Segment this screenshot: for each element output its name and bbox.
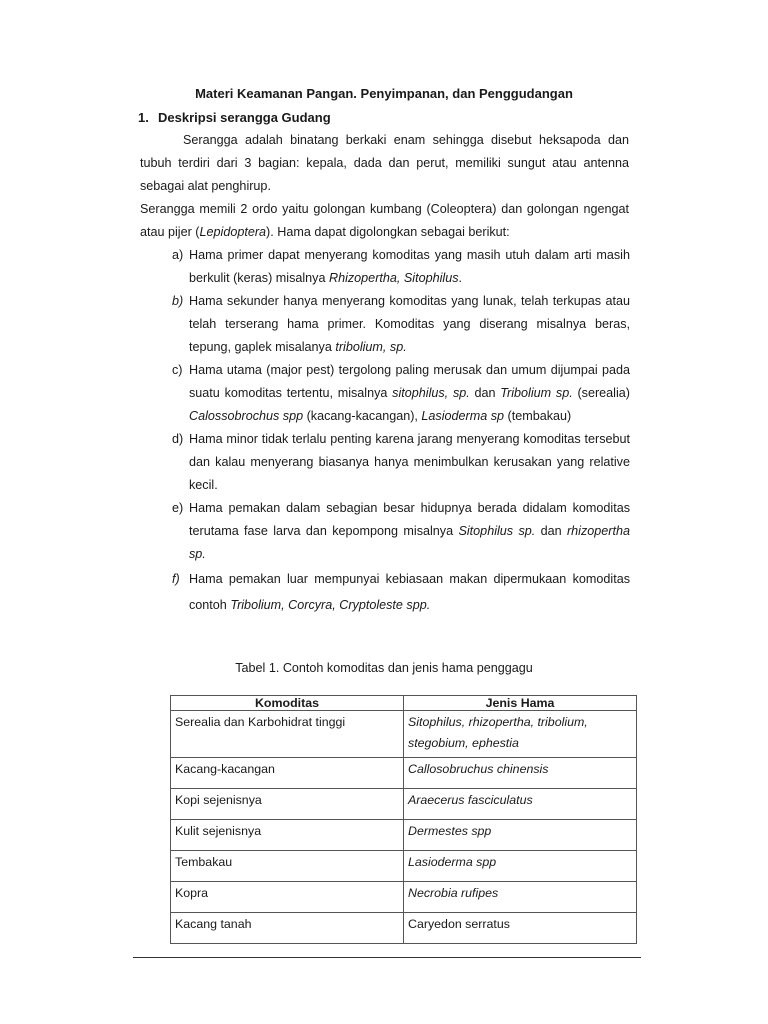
- list-item-c: [172, 359, 630, 428]
- paragraph-intro-text: Serangga adalah binatang berkaki enam sehingga disebut heksapoda dan tubuh terdiri dari 3 bagian: kepala, dada dan perut, memiliki sungut atau antenna sebagai alat penghirup.: [140, 133, 629, 193]
- section-heading: [138, 110, 331, 125]
- table-cell-hama: Necrobia rufipes: [404, 882, 637, 913]
- table-cell-hama: Caryedon serratus: [404, 913, 637, 944]
- list-item-italic: Tribolium, Corcyra, Cryptoleste spp.: [230, 598, 431, 612]
- table-cell-hama: Dermestes spp: [404, 820, 637, 851]
- table-cell-komoditas: Kacang tanah: [171, 913, 404, 944]
- table-cell-komoditas: Tembakau: [171, 851, 404, 882]
- list-item-text: Hama minor tidak terlalu penting karena jarang menyerang komoditas tersebut dan kalau menyerang biasanya hanya menimbulkan kerusakan yang relative kecil.: [189, 432, 630, 492]
- paragraph-ordo-text-2: ). Hama dapat digolongkan sebagai berikut:: [266, 225, 510, 239]
- paragraph-ordo-italic: Lepidoptera: [199, 225, 267, 239]
- list-marker: d): [172, 432, 184, 446]
- table-row: [171, 711, 637, 758]
- section-number: 1.: [138, 110, 149, 125]
- list-item-italic: sitophilus, sp.: [392, 386, 470, 400]
- pest-table: [170, 695, 637, 944]
- list-item-a: [172, 244, 630, 290]
- list-item-text: (kacang-kacangan),: [303, 409, 422, 423]
- table-row: [171, 882, 637, 913]
- pest-classification-list: [172, 244, 630, 618]
- list-item-italic: rhizopertha sp.: [189, 524, 630, 561]
- table-cell-komoditas: Kacang-kacangan: [171, 758, 404, 789]
- table-cell-hama: Lasioderma spp: [404, 851, 637, 882]
- list-item-text: Hama primer dapat menyerang komoditas yang masih utuh dalam arti masih berkulit (keras) misalnya: [189, 248, 630, 285]
- list-item-italic: Tribolium sp.: [500, 386, 573, 400]
- table-row: [171, 758, 637, 789]
- table-header-jenis-hama: Jenis Hama: [404, 696, 637, 711]
- table-cell-hama: Araecerus fasciculatus: [404, 789, 637, 820]
- list-item-text: Hama sekunder hanya menyerang komoditas yang lunak, telah terkupas atau telah terserang hama primer. Komoditas yang diserang misalnya beras, tepung, gaplek misalanya: [189, 294, 630, 354]
- list-marker: f): [172, 572, 180, 586]
- table-cell-komoditas: Serealia dan Karbohidrat tinggi: [171, 711, 404, 758]
- list-item-text-end: .: [458, 271, 462, 285]
- list-marker: b): [172, 294, 184, 308]
- table-row: [171, 789, 637, 820]
- list-item-italic: Sitophilus sp.: [458, 524, 536, 538]
- table-row: [171, 851, 637, 882]
- list-item-italic: tribolium, sp.: [335, 340, 407, 354]
- table-cell-komoditas: Kulit sejenisnya: [171, 820, 404, 851]
- list-item-text: Hama utama (major pest) tergolong paling merusak dan umum dijumpai pada suatu komoditas tertentu, misalnya: [189, 363, 630, 400]
- table-cell-komoditas: Kopi sejenisnya: [171, 789, 404, 820]
- table-row: [171, 820, 637, 851]
- table-row: [171, 913, 637, 944]
- list-item-italic: Lasioderma sp: [421, 409, 505, 423]
- table-caption: Tabel 1. Contoh komoditas dan jenis hama penggagu: [235, 661, 533, 675]
- list-item-b: [172, 290, 630, 359]
- list-item-d: [172, 428, 630, 497]
- document-title: Materi Keamanan Pangan. Penyimpanan, dan Penggudangan: [195, 86, 573, 101]
- list-item-text: Hama pemakan dalam sebagian besar hidupnya berada didalam komoditas terutama fase larva dan kepompong misalnya: [189, 501, 630, 538]
- paragraph-intro: [140, 129, 629, 198]
- list-item-text: (serealia): [572, 386, 630, 400]
- list-item-text: dan: [535, 524, 567, 538]
- table-header-row: [171, 696, 637, 711]
- list-item-text: dan: [469, 386, 501, 400]
- list-item-e: [172, 497, 630, 566]
- page-divider: [133, 957, 641, 958]
- table-cell-komoditas: Kopra: [171, 882, 404, 913]
- list-marker: a): [172, 248, 184, 262]
- list-marker: c): [172, 363, 183, 377]
- list-marker: e): [172, 501, 184, 515]
- list-item-text: Hama pemakan luar mempunyai kebiasaan makan dipermukaan komoditas contoh: [189, 572, 630, 612]
- section-heading-text: Deskripsi serangga Gudang: [158, 110, 331, 125]
- table-cell-hama: Sitophilus, rhizopertha, tribolium, stegobium, ephestia: [404, 711, 637, 758]
- table-cell-hama: Callosobruchus chinensis: [404, 758, 637, 789]
- table-header-komoditas: Komoditas: [171, 696, 404, 711]
- list-item-italic: Calossobrochus spp: [189, 409, 304, 423]
- list-item-f: [172, 566, 630, 618]
- list-item-text: (tembakau): [504, 409, 572, 423]
- list-item-italic: Rhizopertha, Sitophilus: [328, 271, 459, 285]
- paragraph-ordo-text-1: Serangga memili 2 ordo yaitu golongan kumbang (Coleoptera) dan golongan ngengat atau pijer (: [140, 202, 629, 239]
- paragraph-ordo: [140, 198, 629, 244]
